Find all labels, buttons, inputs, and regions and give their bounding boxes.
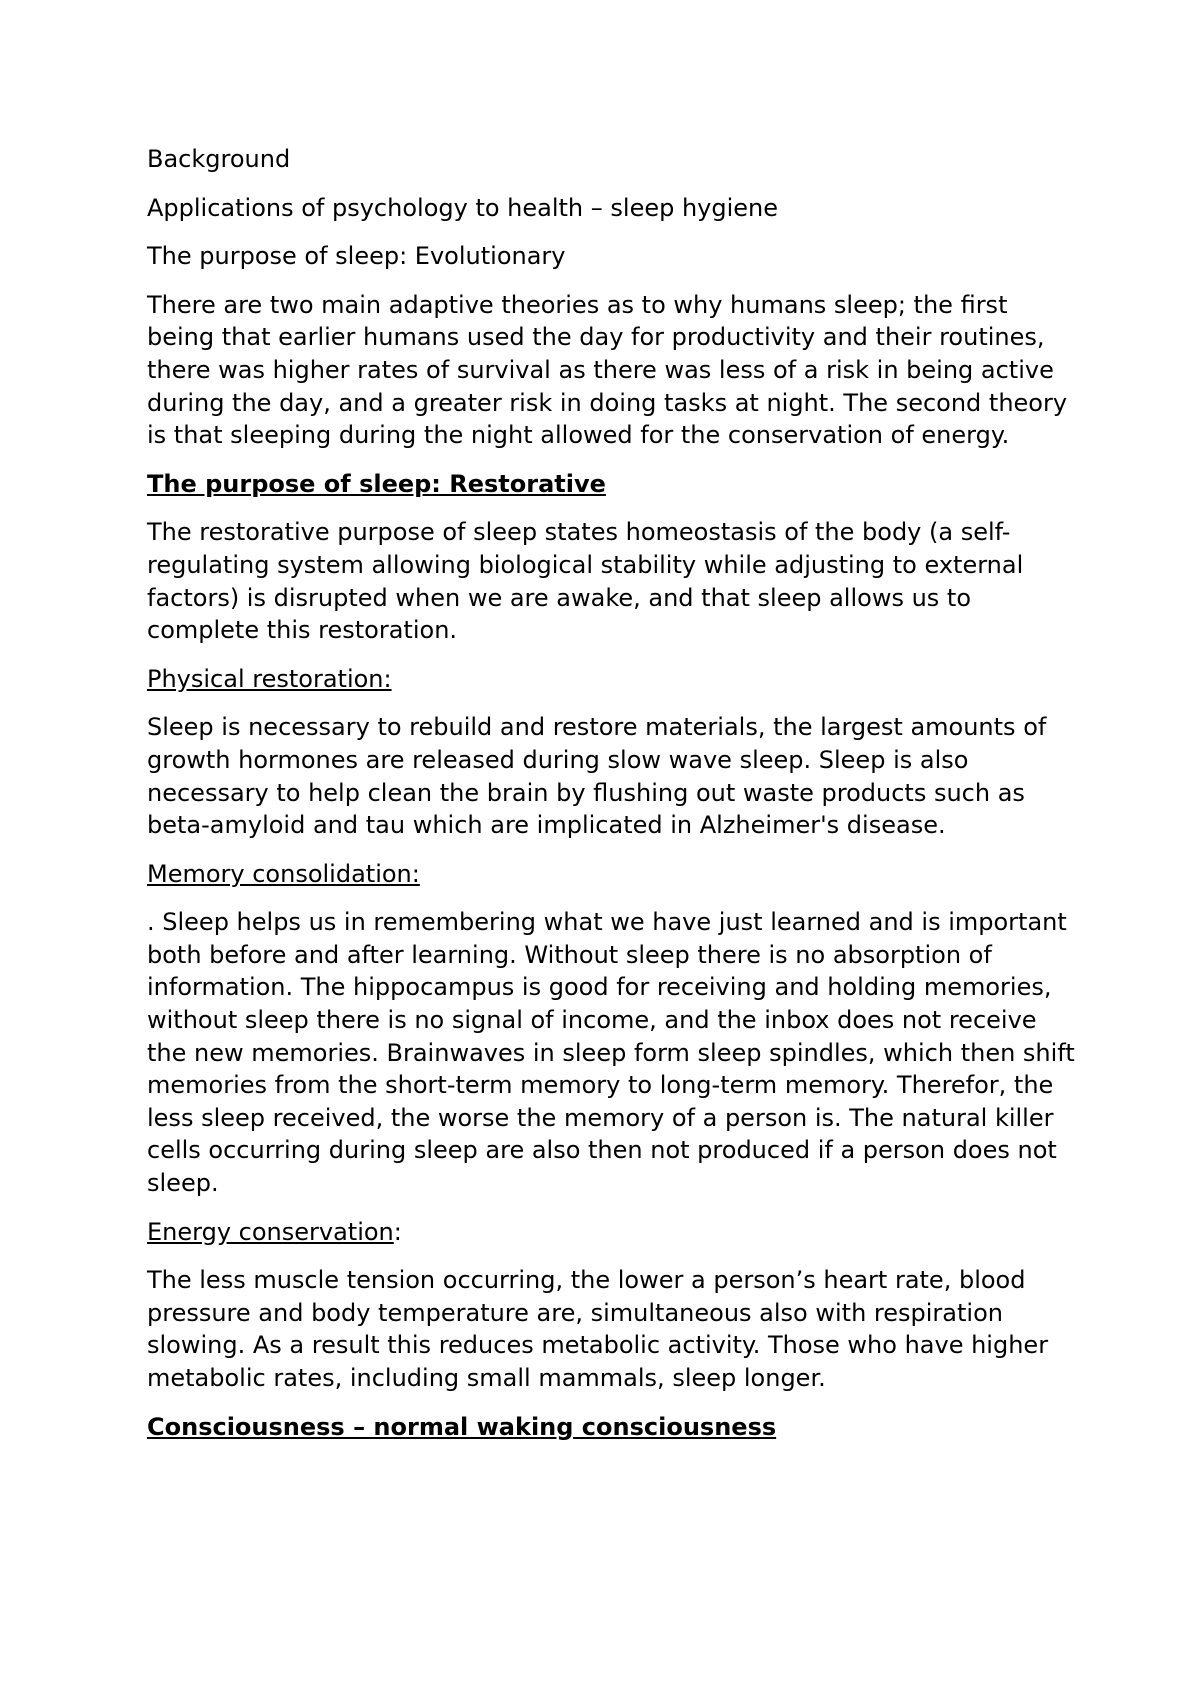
restorative-paragraph: The restorative purpose of sleep states homeostasis of the body (a self-regulating system allowing biological stability while adjusting to external factors) is disrupted when we are awake, and that sleep allows us to complete this restoration. — [147, 518, 1024, 645]
background-label: Background — [147, 145, 291, 173]
consciousness-heading: Consciousness – normal waking consciousness — [147, 1412, 777, 1441]
energy-conservation-heading — [147, 1216, 1077, 1249]
applications-title: Applications of psychology to health – sleep hygiene — [147, 193, 779, 222]
evolutionary-title: The purpose of sleep: Evolutionary — [147, 242, 566, 271]
physical-restoration-heading: Physical restoration: — [147, 664, 392, 693]
evolutionary-paragraph: There are two main adaptive theories as to why humans sleep; the first being that earlier humans used the day for productivity and their routines, there was higher rates of survival as there was less of a risk in being active during the day, and a greater risk in doing tasks at night. The second theory is that sleeping during the night allowed for the conservation of energy. — [147, 290, 1068, 450]
physical-restoration-paragraph: Sleep is necessary to rebuild and restore materials, the largest amounts of growth hormones are released during slow wave sleep. Sleep is also necessary to help clean the brain by flushing out waste products such as beta-amyloid and tau which are implicated in Alzheimer's disease. — [147, 713, 1047, 840]
document-page — [147, 143, 1077, 1459]
energy-conservation-colon: : — [393, 1217, 402, 1246]
restorative-heading: The purpose of sleep: Restorative — [147, 469, 606, 498]
energy-conservation-paragraph: The less muscle tension occurring, the lower a person’s heart rate, blood pressure and body temperature are, simultaneous also with respiration slowing. As a result this reduces metabolic activity. Those who have higher metabolic rates, including small mammals, sleep longer. — [147, 1266, 1049, 1392]
memory-consolidation-heading: Memory consolidation: — [147, 859, 420, 888]
memory-consolidation-paragraph: . Sleep helps us in remembering what we have just learned and is important both before and after learning. Without sleep there is no absorption of information. The hippocampus is good for receiving and holding memories, without sleep there is no signal of income, and the inbox does not receive the new memories. Brainwaves in sleep form sleep spindles, which then shift memories from the short-term memory to long-term memory. Therefor, the less sleep received, the worse the memory of a person is. The natural killer cells occurring during sleep are also then not produced if a person does not sleep. — [147, 908, 1075, 1198]
energy-conservation-title: Energy conservation — [147, 1217, 394, 1246]
